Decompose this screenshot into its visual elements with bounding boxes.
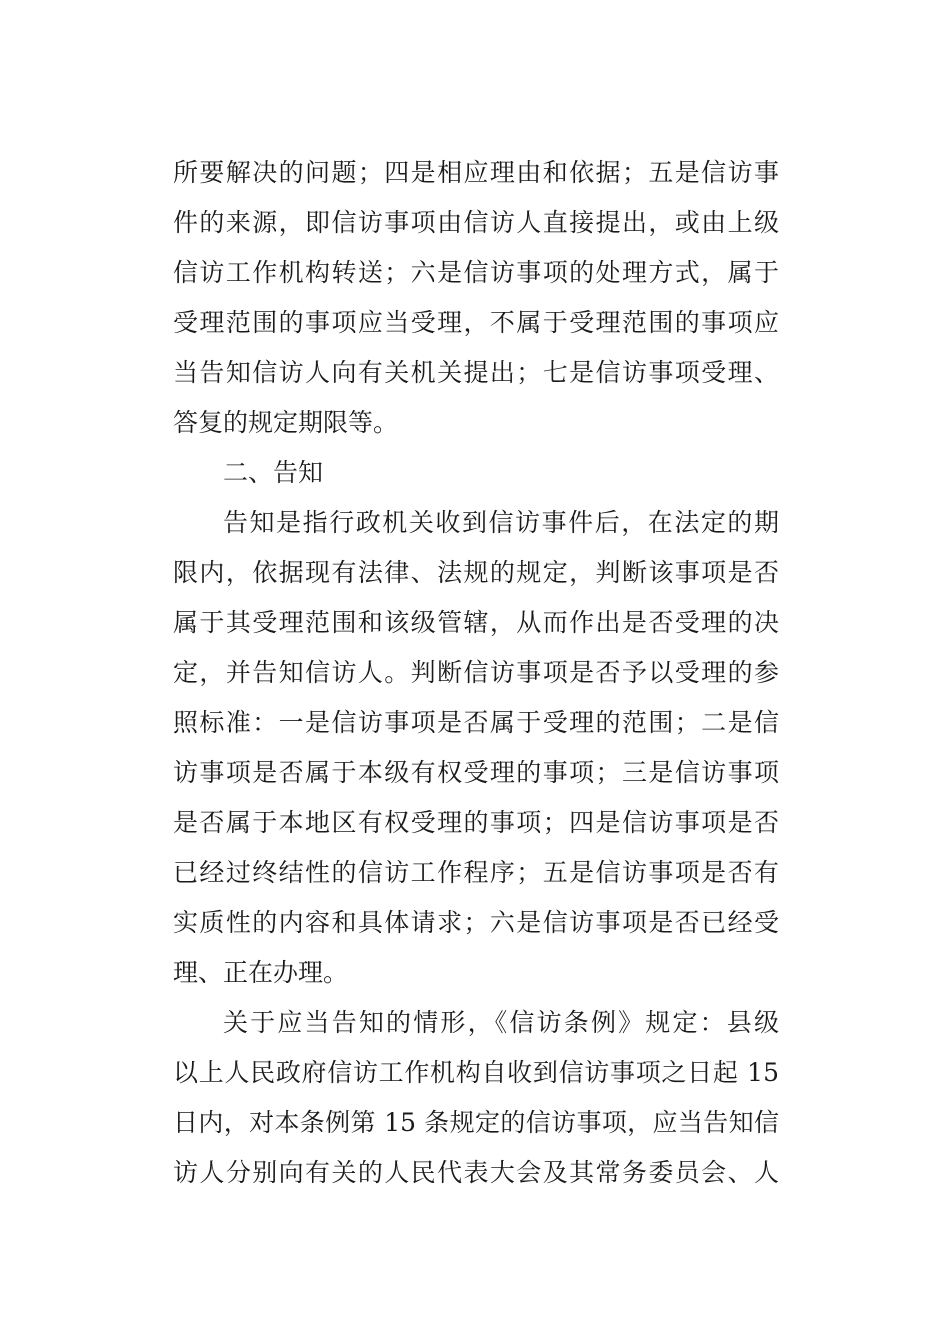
paragraph-3-line-2: 以上人民政府信访工作机构自收到信访事项之日起 15 [173,1058,779,1087]
paragraph-2-line-6: 访事项是否属于本级有权受理的事项；三是信访事项 [173,758,779,787]
paragraph-1-line-2: 件的来源，即信访事项由信访人直接提出，或由上级 [173,208,779,237]
paragraph-2-line-5: 照标准：一是信访事项是否属于受理的范围；二是信 [173,708,779,737]
paragraph-2-line-10: 理、正在办理。 [173,958,349,987]
paragraph-1-line-5: 当告知信访人向有关机关提出；七是信访事项受理、 [173,358,779,387]
paragraph-1-line-1: 所要解决的问题；四是相应理由和依据；五是信访事 [173,158,779,187]
paragraph-2-line-3: 属于其受理范围和该级管辖，从而作出是否受理的决 [173,608,779,637]
paragraph-2-line-2: 限内，依据现有法律、法规的规定，判断该事项是否 [173,558,779,587]
section-heading: 二、告知 [223,458,324,487]
paragraph-1-line-4: 受理范围的事项应当受理，不属于受理范围的事项应 [173,308,779,337]
paragraph-1-line-3: 信访工作机构转送；六是信访事项的处理方式，属于 [173,258,779,287]
paragraph-2-line-4: 定，并告知信访人。判断信访事项是否予以受理的参 [173,658,779,687]
paragraph-1-line-6: 答复的规定期限等。 [173,408,399,437]
paragraph-3-line-3: 日内，对本条例第 15 条规定的信访事项，应当告知信 [173,1108,779,1137]
paragraph-2-line-7: 是否属于本地区有权受理的事项；四是信访事项是否 [173,808,779,837]
paragraph-2-line-9: 实质性的内容和具体请求；六是信访事项是否已经受 [173,908,779,937]
paragraph-2-line-8: 已经过终结性的信访工作程序；五是信访事项是否有 [173,858,779,887]
paragraph-2-line-1: 告知是指行政机关收到信访事件后，在法定的期 [223,508,779,537]
paragraph-3-line-1: 关于应当告知的情形，《信访条例》规定：县级 [223,1008,779,1037]
paragraph-3-line-4: 访人分别向有关的人民代表大会及其常务委员会、人 [173,1158,779,1187]
